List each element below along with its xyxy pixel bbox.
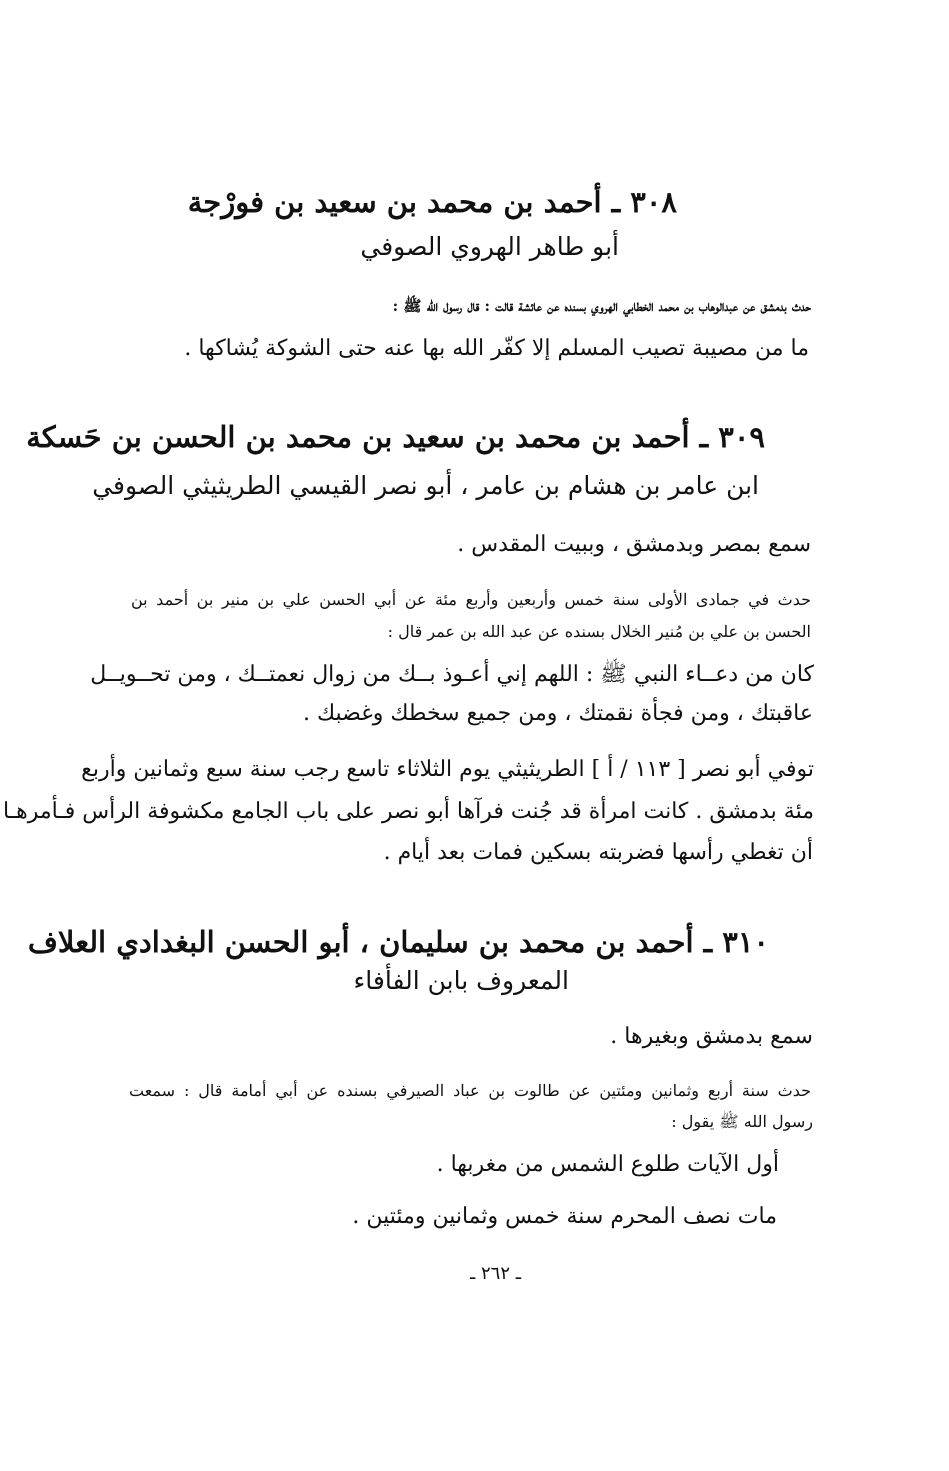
entry-310-isnad-line2: رسول الله ﷺ يقول :	[671, 1112, 813, 1131]
entry-308-subheading: أبو طاهر الهروي الصوفي	[360, 232, 619, 261]
entry-310-death: مات نصف المحرم سنة خمس وثمانين ومئتين .	[352, 1204, 777, 1229]
entry-309-heard: سمع بمصر وبدمشق ، وببيت المقدس .	[457, 532, 811, 557]
entry-308-heading: ٣٠٨ ـ أحمد بن محمد بن سعيد بن فورْجة	[187, 185, 677, 219]
entry-310-hadith: أول الآيات طلوع الشمس من مغربها .	[436, 1152, 779, 1177]
page-number: ـ ٢٦٢ ـ	[469, 1263, 521, 1284]
entry-309-subheading: ابن عامر بن هشام بن عامر ، أبو نصر القيسي الطريثيثي الصوفي	[92, 471, 759, 500]
entry-308-hadith: ما من مصيبة تصيب المسلم إلا كفّر الله بها عنه حتى الشوكة يُشاكها .	[184, 336, 809, 361]
entry-310-heading: ٣١٠ ـ أحمد بن محمد بن سليمان ، أبو الحسن البغدادي العلاف	[27, 925, 769, 959]
entry-310-heard: سمع بدمشق وبغيرها .	[610, 1024, 813, 1049]
entry-309-hadith-line1: كان من دعــاء النبي ﷺ : اللهم إني أعـوذ بــك من زوال نعمتــك ، ومن تحــويــل	[90, 662, 814, 687]
entry-309-death-line1: توفي أبو نصر [ ١١٣ / أ ] الطريثيثي يوم الثلاثاء تاسع رجب سنة سبع وثمانين وأربع	[81, 757, 814, 782]
entry-310-subheading: المعروف بابن الفأفاء	[353, 966, 569, 995]
entry-309-isnad-line2: الحسن بن علي بن مُنير الخلال بسنده عن عبد الله بن عمر قال :	[387, 622, 811, 641]
entry-309-death-line2: مئة بدمشق . كانت امرأة قد جُنت فرآها أبو نصر على باب الجامع مكشوفة الرأس فـأمرهـا	[2, 799, 814, 824]
entry-309-isnad-line1: حدث في جمادى الأولى سنة خمس وأربعين وأربع مئة عن أبي الحسن علي بن منير بن أحمد بن	[131, 590, 811, 609]
entry-309-heading: ٣٠٩ ـ أحمد بن محمد بن سعيد بن محمد بن الحسن بن حَسكة	[26, 420, 765, 454]
entry-310-isnad-line1: حدث سنة أربع وثمانين ومئتين عن طالوت بن عباد الصيرفي بسنده عن أبي أمامة قال : سمعت	[129, 1081, 811, 1100]
entry-308-isnad: حدث بدمشق عن عبدالوهاب بن محمد الخطابي الهروي بسنده عن عائشة قالت : قال رسول الله ﷺ :	[392, 297, 811, 315]
entry-309-hadith-line2: عاقبتك ، ومن فجأة نقمتك ، ومن جميع سخطك وغضبك .	[303, 701, 813, 726]
entry-309-death-line3: أن تغطي رأسها فضربته بسكين فمات بعد أيام .	[383, 840, 813, 865]
